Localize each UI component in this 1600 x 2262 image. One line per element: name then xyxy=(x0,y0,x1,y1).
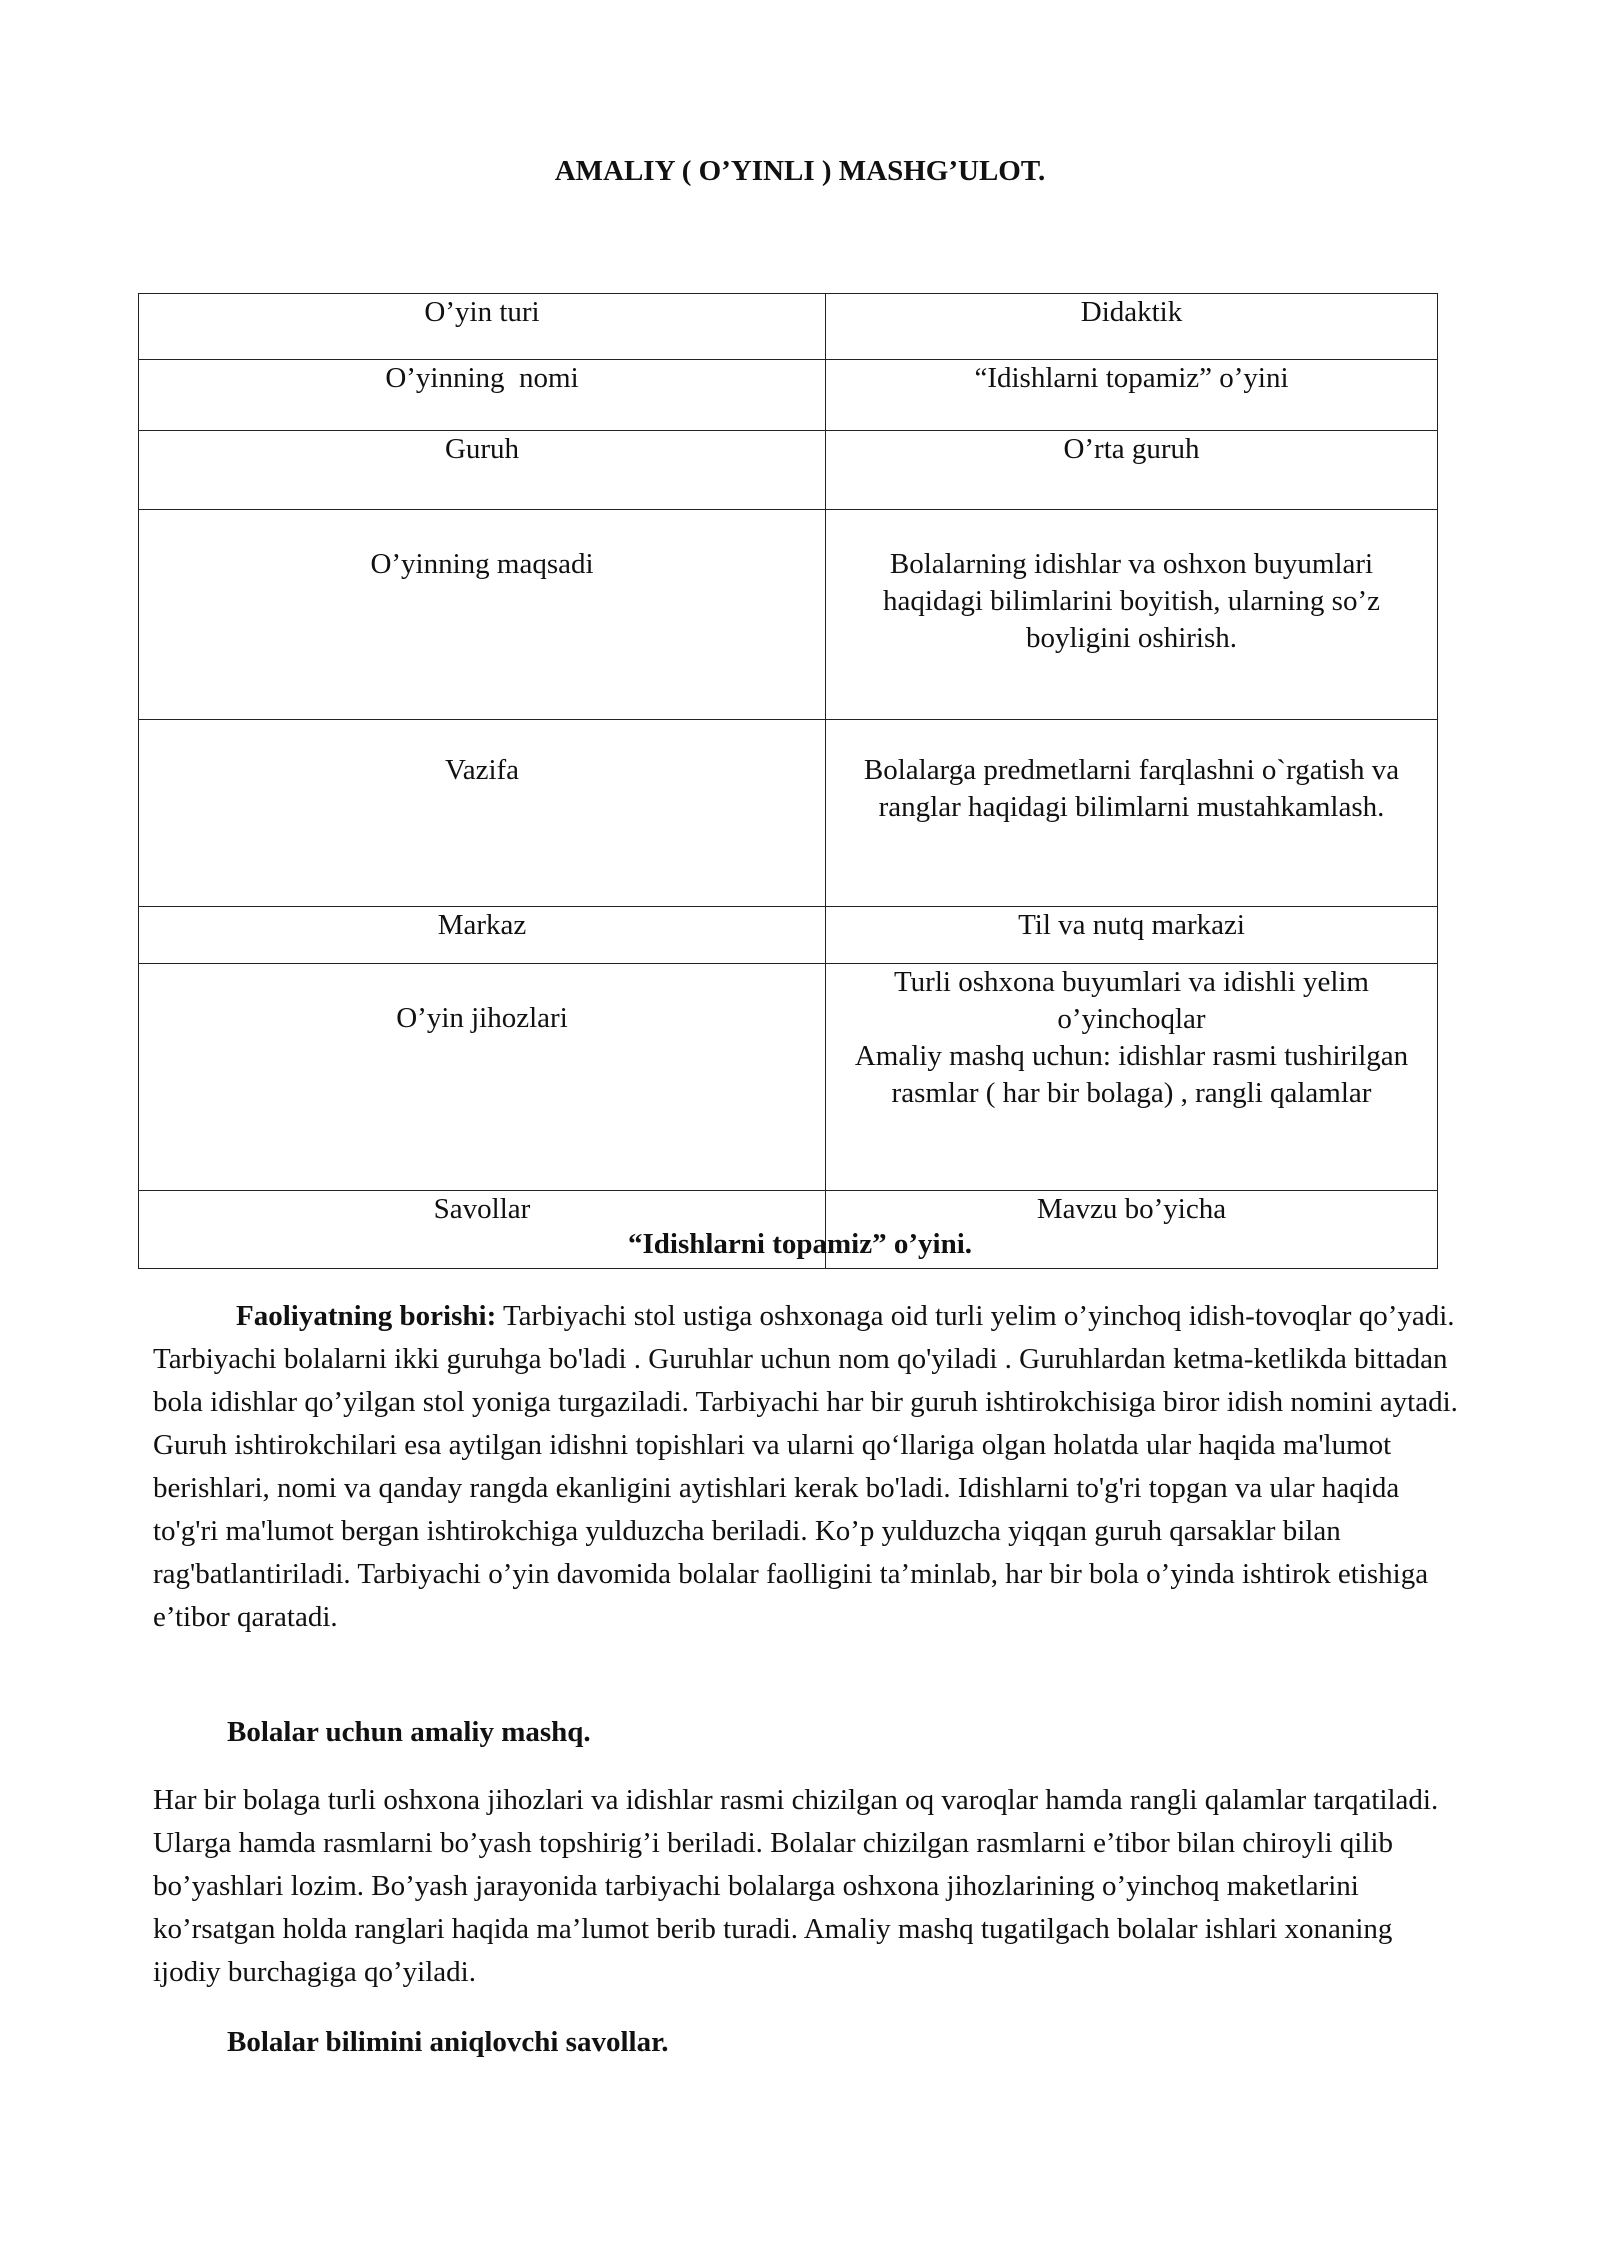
document-title: AMALIY ( O’YINLI ) MASHG’ULOT. xyxy=(554,155,1046,187)
table-key-cell: O’yin jihozlari xyxy=(139,964,826,1191)
table-value-cell xyxy=(826,964,1438,1191)
table-value-cell: Bolalarning idishlar va oshxon buyumlari haqidagi bilimlarini boyitish, ularning so’z boyligini oshirish. xyxy=(826,510,1438,720)
table-value-line: Amaliy mashq uchun: idishlar rasmi tushirilgan rasmlar ( har bir bolaga) , rangli qalamlar xyxy=(854,1040,1409,1109)
table-value-cell: O’rta guruh xyxy=(826,431,1438,510)
table-row xyxy=(139,510,1438,720)
table-value-line: Turli oshxona buyumlari va idishli yelim o’yinchoqlar xyxy=(893,966,1369,1035)
table-key-cell: Savollar xyxy=(139,1191,826,1269)
exercise-paragraph: Har bir bolaga turli oshxona jihozlari va idishlar rasmi chizilgan oq varoqlar hamda rangli qalamlar tarqatiladi. Ularga hamda rasmlarni bo’yash topshirig’i beriladi. Bolalar chizilgan rasmlarni e’tibor bilan chiroyli qilib bo’yashlari lozim. Bo’yash jarayonida tarbiyachi bolalarga oshxona jihozlarining o’yinchoq maketlarini ko’rsatgan holda ranglari haqida ma’lumot berib turadi. Amaliy mashq tugatilgach bolalar ishlari xonaning ijodiy burchagiga qo’yiladi. xyxy=(153,1784,1439,1988)
progress-lead: Faoliyatning borishi: xyxy=(236,1300,497,1332)
table-value-cell: Til va nutq markazi xyxy=(826,907,1438,964)
table-row xyxy=(139,431,1438,510)
table-value-cell: Mavzu bo’yicha xyxy=(826,1191,1438,1269)
table-row xyxy=(139,964,1438,1191)
table-row xyxy=(139,720,1438,907)
table-key-cell: O’yin turi xyxy=(139,294,826,360)
table-key-cell: Vazifa xyxy=(139,720,826,907)
table-row xyxy=(139,294,1438,360)
table-row xyxy=(139,360,1438,431)
table-value-cell: Didaktik xyxy=(826,294,1438,360)
lesson-info-table xyxy=(138,293,1438,1269)
table-value-cell: Bolalarga predmetlarni farqlashni o`rgatish va ranglar haqidagi bilimlarni mustahkamlash. xyxy=(826,720,1438,907)
section-heading: “Idishlarni topamiz” o’yini. xyxy=(627,1228,973,1260)
table-key-cell: O’yinning nomi xyxy=(139,360,826,431)
exercise-heading: Bolalar uchun amaliy mashq. xyxy=(227,1716,591,1748)
table-key-cell: Guruh xyxy=(139,431,826,510)
table-value-cell: “Idishlarni topamiz” o’yini xyxy=(826,360,1438,431)
table-row xyxy=(139,907,1438,964)
progress-text: Tarbiyachi stol ustiga oshxonaga oid turli yelim o’yinchoq idish-tovoqlar qo’yadi. Tarbiyachi bolalarni ikki guruhga bo'ladi . Guruhlar uchun nom qo'yiladi . Guruhlardan ketma-ketlikda bittadan bola idishlar qo’yilgan stol yoniga turgaziladi. Tarbiyachi har bir guruh ishtirokchisiga biror idish nomini aytadi. Guruh ishtirokchilari esa aytilgan idishni topishlari va ularni qo‘llariga olgan holatda ular haqida ma'lumot berishlari, nomi va qanday rangda ekanligini aytishlari kerak bo'ladi. Idishlarni to'g'ri topgan va ular haqida to'g'ri ma'lumot bergan ishtirokchiga yulduzcha beriladi. Ko’p yulduzcha yiqqan guruh qarsaklar bilan rag'batlantiriladi. Tarbiyachi o’yin davomida bolalar faolligini ta’minlab, har bir bola o’yinda ishtirok etishiga e’tibor qaratadi. xyxy=(153,1300,1458,1633)
table-key-cell: O’yinning maqsadi xyxy=(139,510,826,720)
table-key-cell: Markaz xyxy=(139,907,826,964)
questions-heading: Bolalar bilimini aniqlovchi savollar. xyxy=(227,2026,669,2058)
progress-paragraph xyxy=(153,1295,1463,1639)
